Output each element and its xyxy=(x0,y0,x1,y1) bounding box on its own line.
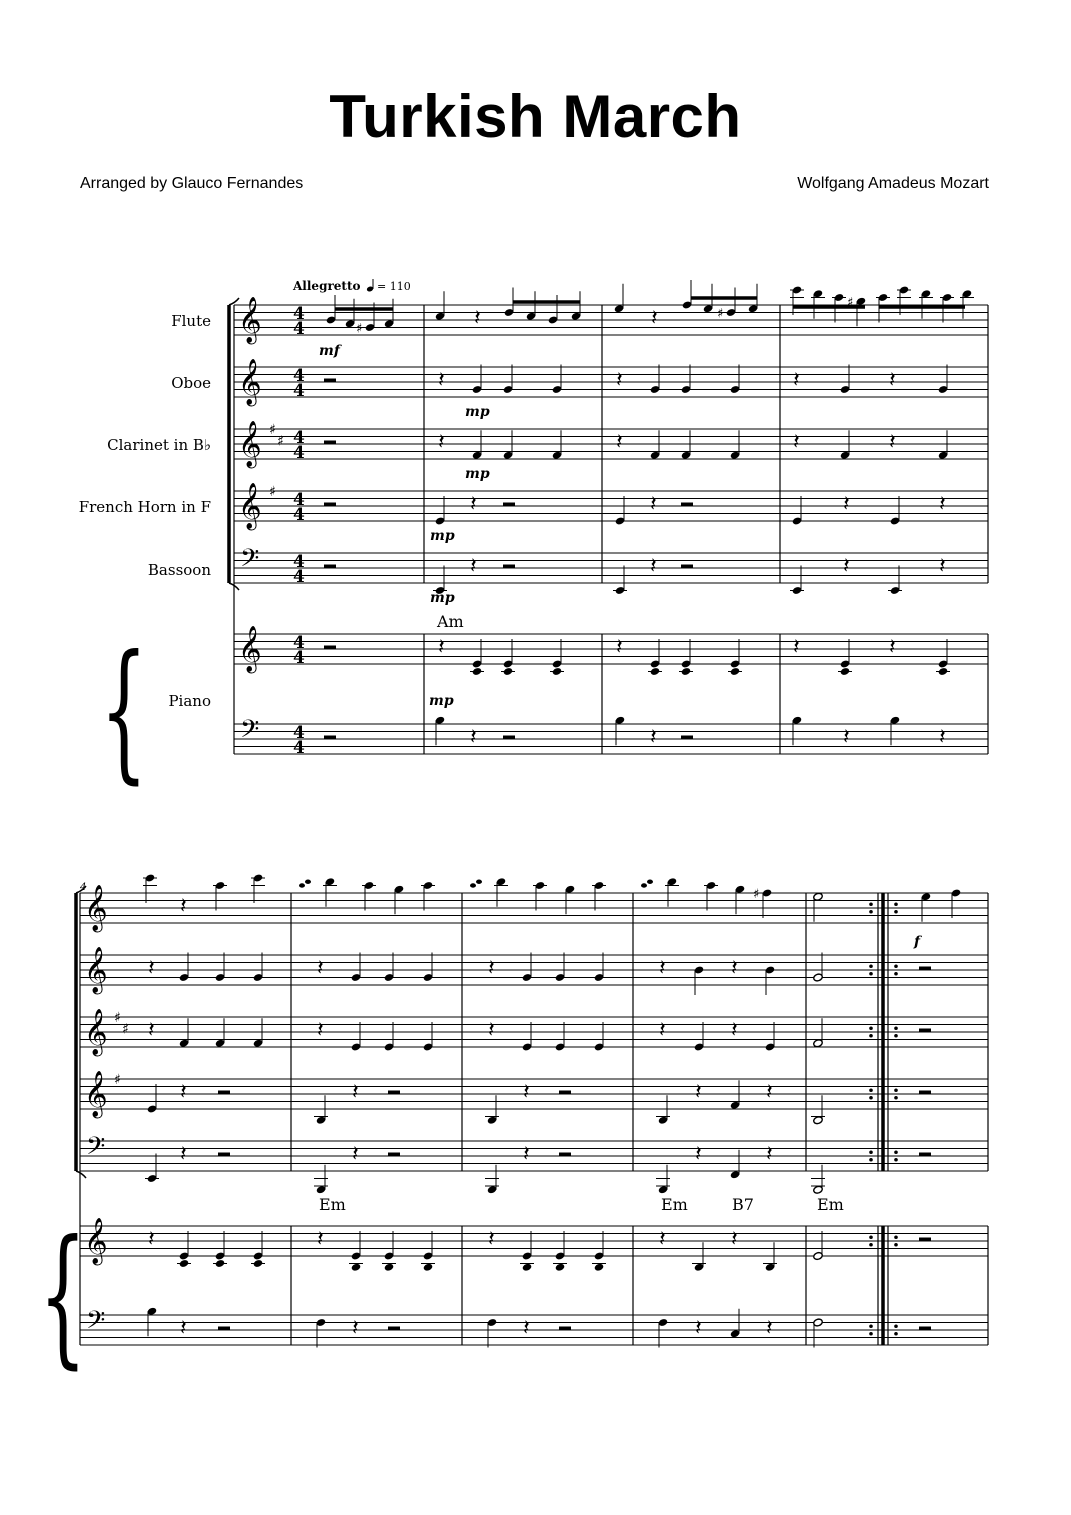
quarter-rest-icon: 𝄽 xyxy=(731,956,738,981)
accidental-icon: ♯ xyxy=(356,321,363,337)
quarter-rest-icon: 𝄽 xyxy=(731,1227,738,1252)
grace-note xyxy=(641,883,647,887)
quarter-rest-icon: 𝄽 xyxy=(488,1227,495,1252)
treble-clef-icon: 𝄞 xyxy=(84,1218,108,1264)
quarter-rest-icon: 𝄽 xyxy=(889,635,896,660)
piano-brace-icon: { xyxy=(39,1207,87,1383)
half-rest-icon xyxy=(324,736,336,740)
quarter-rest-icon: 𝄽 xyxy=(793,368,800,393)
bracket-hook xyxy=(76,1171,86,1178)
repeat-dot xyxy=(869,1158,873,1162)
half-rest-icon xyxy=(503,503,515,507)
quarter-rest-icon: 𝄽 xyxy=(659,956,666,981)
system-1-notes xyxy=(324,280,974,750)
repeat-dot xyxy=(894,1243,898,1247)
quarter-rest-icon: 𝄽 xyxy=(939,554,946,579)
quarter-rest-icon: 𝄽 xyxy=(180,1316,187,1341)
repeat-dot xyxy=(894,1026,898,1030)
repeat-dot xyxy=(894,1324,898,1328)
repeat-dot xyxy=(869,1026,873,1030)
half-rest-icon xyxy=(388,1091,400,1095)
quarter-rest-icon: 𝄽 xyxy=(474,306,481,331)
quarter-rest-icon: 𝄽 xyxy=(148,1227,155,1252)
quarter-rest-icon: 𝄽 xyxy=(889,430,896,455)
repeat-dot xyxy=(869,972,873,976)
accidental-icon: ♯ xyxy=(753,887,760,902)
chord-symbol: Em xyxy=(319,1195,346,1214)
quarter-rest-icon: 𝄽 xyxy=(317,1018,324,1043)
tempo-bpm: = 110 xyxy=(377,280,411,293)
time-signature-bottom: 4 xyxy=(293,505,305,525)
time-signature-top: 4 xyxy=(293,428,305,448)
half-rest-icon xyxy=(218,1153,230,1157)
half-rest-icon xyxy=(559,1327,571,1331)
half-rest-icon xyxy=(503,565,515,569)
dynamic-marking: mf xyxy=(319,343,340,359)
half-rest-icon xyxy=(681,565,693,569)
measure-number: 4 xyxy=(80,882,87,893)
quarter-rest-icon: 𝄽 xyxy=(523,1316,530,1341)
half-rest-icon xyxy=(919,967,931,971)
grace-note xyxy=(305,880,311,884)
time-signature-top: 4 xyxy=(293,633,305,653)
treble-clef-icon: 𝄞 xyxy=(84,1071,108,1117)
repeat-dot xyxy=(894,1096,898,1100)
quarter-rest-icon: 𝄽 xyxy=(180,894,187,919)
repeat-dot xyxy=(869,964,873,968)
half-rest-icon xyxy=(919,1327,931,1331)
key-signature-sharp-icon: ♯ xyxy=(122,1021,129,1038)
half-rest-icon xyxy=(324,441,336,445)
half-rest-icon xyxy=(681,736,693,740)
half-rest-icon xyxy=(324,565,336,569)
repeat-dot xyxy=(869,1096,873,1100)
quarter-rest-icon: 𝄽 xyxy=(650,492,657,517)
repeat-dot xyxy=(894,1332,898,1336)
repeat-dot xyxy=(869,910,873,914)
note-head xyxy=(594,1263,604,1272)
half-rest-icon xyxy=(503,736,515,740)
quarter-rest-icon: 𝄽 xyxy=(438,430,445,455)
treble-clef-icon: 𝄞 xyxy=(238,626,262,672)
quarter-rest-icon: 𝄽 xyxy=(317,1227,324,1252)
note-head xyxy=(423,1263,433,1272)
quarter-rest-icon: 𝄽 xyxy=(695,1080,702,1105)
repeat-dot xyxy=(894,972,898,976)
instrument-label-flute: Flute xyxy=(171,312,211,330)
quarter-rest-icon: 𝄽 xyxy=(352,1080,359,1105)
bass-clef-icon: 𝄢 xyxy=(240,544,260,579)
half-rest-icon xyxy=(324,503,336,507)
half-rest-icon xyxy=(324,379,336,383)
repeat-dot xyxy=(894,1034,898,1038)
instrument-label-oboe: Oboe xyxy=(171,374,211,392)
system-2 xyxy=(39,873,988,1382)
quarter-rest-icon: 𝄽 xyxy=(793,430,800,455)
quarter-rest-icon: 𝄽 xyxy=(488,956,495,981)
quarter-rest-icon: 𝄽 xyxy=(523,1142,530,1167)
half-rest-icon xyxy=(388,1327,400,1331)
bass-clef-icon: 𝄢 xyxy=(86,1132,106,1167)
repeat-dot xyxy=(894,1088,898,1092)
quarter-rest-icon: 𝄽 xyxy=(616,430,623,455)
quarter-rest-icon: 𝄽 xyxy=(650,554,657,579)
system-1-staves xyxy=(100,297,988,797)
instrument-label-piano: Piano xyxy=(168,692,211,710)
instrument-label-bassoon: Bassoon xyxy=(147,561,211,579)
time-signature-top: 4 xyxy=(293,490,305,510)
quarter-rest-icon: 𝄽 xyxy=(317,956,324,981)
dynamic-marking: f xyxy=(914,934,921,950)
bass-clef-icon: 𝄢 xyxy=(240,715,260,750)
quarter-rest-icon: 𝄽 xyxy=(766,1142,773,1167)
quarter-rest-icon: 𝄽 xyxy=(843,492,850,517)
note-head xyxy=(351,1263,361,1272)
repeat-dot xyxy=(869,1243,873,1247)
repeat-dot xyxy=(869,1150,873,1154)
system-2-notes xyxy=(143,873,961,1347)
half-rest-icon xyxy=(218,1327,230,1331)
quarter-rest-icon: 𝄽 xyxy=(731,1018,738,1043)
quarter-rest-icon: 𝄽 xyxy=(438,635,445,660)
quarter-rest-icon: 𝄽 xyxy=(659,1227,666,1252)
quarter-rest-icon: 𝄽 xyxy=(650,725,657,750)
quarter-rest-icon: 𝄽 xyxy=(352,1316,359,1341)
key-signature-sharp-icon: ♯ xyxy=(114,1010,121,1026)
quarter-rest-icon: 𝄽 xyxy=(695,1316,702,1341)
repeat-dot xyxy=(869,1324,873,1328)
repeat-dot xyxy=(894,910,898,914)
half-rest-icon xyxy=(919,1153,931,1157)
half-rest-icon xyxy=(919,1029,931,1033)
tempo-note-icon xyxy=(366,279,374,292)
time-signature-bottom: 4 xyxy=(293,443,305,463)
accidental-icon: ♯ xyxy=(847,295,854,311)
quarter-rest-icon: 𝄽 xyxy=(148,956,155,981)
quarter-rest-icon: 𝄽 xyxy=(766,1316,773,1341)
note-head xyxy=(555,1263,565,1272)
quarter-rest-icon: 𝄽 xyxy=(843,554,850,579)
grace-note xyxy=(476,880,482,884)
key-signature-sharp-icon: ♯ xyxy=(277,433,284,450)
chord-symbol: B7 xyxy=(732,1195,754,1214)
dynamic-marking: mp xyxy=(465,466,490,482)
half-rest-icon xyxy=(919,1091,931,1095)
time-signature-bottom: 4 xyxy=(293,648,305,668)
system-2-staves xyxy=(39,885,988,1382)
key-signature-sharp-icon: ♯ xyxy=(269,422,276,438)
quarter-rest-icon: 𝄽 xyxy=(523,1080,530,1105)
key-signature-sharp-icon: ♯ xyxy=(114,1072,121,1088)
time-signature-bottom: 4 xyxy=(293,319,305,339)
quarter-rest-icon: 𝄽 xyxy=(470,725,477,750)
quarter-rest-icon: 𝄽 xyxy=(651,306,658,331)
chord-symbol: Em xyxy=(817,1195,844,1214)
chord-symbol: Em xyxy=(661,1195,688,1214)
half-rest-icon xyxy=(681,503,693,507)
quarter-rest-icon: 𝄽 xyxy=(488,1018,495,1043)
repeat-dot xyxy=(869,1088,873,1092)
repeat-dot xyxy=(894,1150,898,1154)
half-rest-icon xyxy=(559,1153,571,1157)
quarter-rest-icon: 𝄽 xyxy=(695,1142,702,1167)
half-rest-icon xyxy=(218,1091,230,1095)
treble-clef-icon: 𝄞 xyxy=(238,483,262,529)
treble-clef-icon: 𝄞 xyxy=(84,885,108,931)
treble-clef-icon: 𝄞 xyxy=(84,947,108,993)
quarter-rest-icon: 𝄽 xyxy=(939,725,946,750)
repeat-dot xyxy=(894,964,898,968)
dynamic-marking: mp xyxy=(430,528,455,544)
grace-note xyxy=(470,883,476,887)
half-rest-icon xyxy=(388,1153,400,1157)
repeat-dot xyxy=(894,1158,898,1162)
chord-symbol: Am xyxy=(437,612,464,631)
repeat-dot xyxy=(869,1034,873,1038)
grace-note xyxy=(647,880,653,884)
dynamic-marking: mp xyxy=(465,404,490,420)
note-head xyxy=(384,1263,394,1272)
half-rest-icon xyxy=(559,1091,571,1095)
time-signature-bottom: 4 xyxy=(293,738,305,758)
quarter-rest-icon: 𝄽 xyxy=(793,635,800,660)
time-signature-bottom: 4 xyxy=(293,381,305,401)
accidental-icon: ♯ xyxy=(717,306,724,322)
treble-clef-icon: 𝄞 xyxy=(238,359,262,405)
time-signature-top: 4 xyxy=(293,304,305,324)
repeat-dot xyxy=(894,1235,898,1239)
repeat-dot xyxy=(894,902,898,906)
piano-brace-icon: { xyxy=(100,622,148,798)
instrument-label-horn: French Horn in F xyxy=(78,498,211,516)
score-title: Turkish March xyxy=(329,83,742,150)
quarter-rest-icon: 𝄽 xyxy=(939,492,946,517)
quarter-rest-icon: 𝄽 xyxy=(843,725,850,750)
half-rest-icon xyxy=(324,646,336,650)
bass-clef-icon: 𝄢 xyxy=(86,1306,106,1341)
tempo-marking: Allegretto xyxy=(293,279,361,293)
quarter-rest-icon: 𝄽 xyxy=(180,1080,187,1105)
quarter-rest-icon: 𝄽 xyxy=(470,492,477,517)
repeat-dot xyxy=(869,1332,873,1336)
quarter-rest-icon: 𝄽 xyxy=(180,1142,187,1167)
quarter-rest-icon: 𝄽 xyxy=(659,1018,666,1043)
time-signature-top: 4 xyxy=(293,552,305,572)
note-head xyxy=(522,1263,532,1272)
dynamic-marking: mp xyxy=(429,693,454,709)
key-signature-sharp-icon: ♯ xyxy=(269,484,276,500)
quarter-rest-icon: 𝄽 xyxy=(616,368,623,393)
quarter-rest-icon: 𝄽 xyxy=(352,1142,359,1167)
quarter-rest-icon: 𝄽 xyxy=(148,1018,155,1043)
quarter-rest-icon: 𝄽 xyxy=(766,1080,773,1105)
time-signature-top: 4 xyxy=(293,366,305,386)
arranger-credit: Arranged by Glauco Fernandes xyxy=(80,175,304,192)
quarter-rest-icon: 𝄽 xyxy=(438,368,445,393)
treble-clef-icon: 𝄞 xyxy=(238,297,262,343)
grace-note xyxy=(299,883,305,887)
system-1 xyxy=(79,279,988,797)
treble-clef-icon: 𝄞 xyxy=(238,421,262,467)
treble-clef-icon: 𝄞 xyxy=(84,1009,108,1055)
composer-credit: Wolfgang Amadeus Mozart xyxy=(797,175,989,192)
quarter-rest-icon: 𝄽 xyxy=(616,635,623,660)
half-rest-icon xyxy=(919,1238,931,1242)
repeat-dot xyxy=(869,902,873,906)
quarter-rest-icon: 𝄽 xyxy=(470,554,477,579)
time-signature-bottom: 4 xyxy=(293,567,305,587)
quarter-rest-icon: 𝄽 xyxy=(889,368,896,393)
time-signature-top: 4 xyxy=(293,723,305,743)
dynamic-marking: mp xyxy=(430,590,455,606)
repeat-dot xyxy=(869,1235,873,1239)
instrument-label-clarinet: Clarinet in B♭ xyxy=(107,436,211,454)
